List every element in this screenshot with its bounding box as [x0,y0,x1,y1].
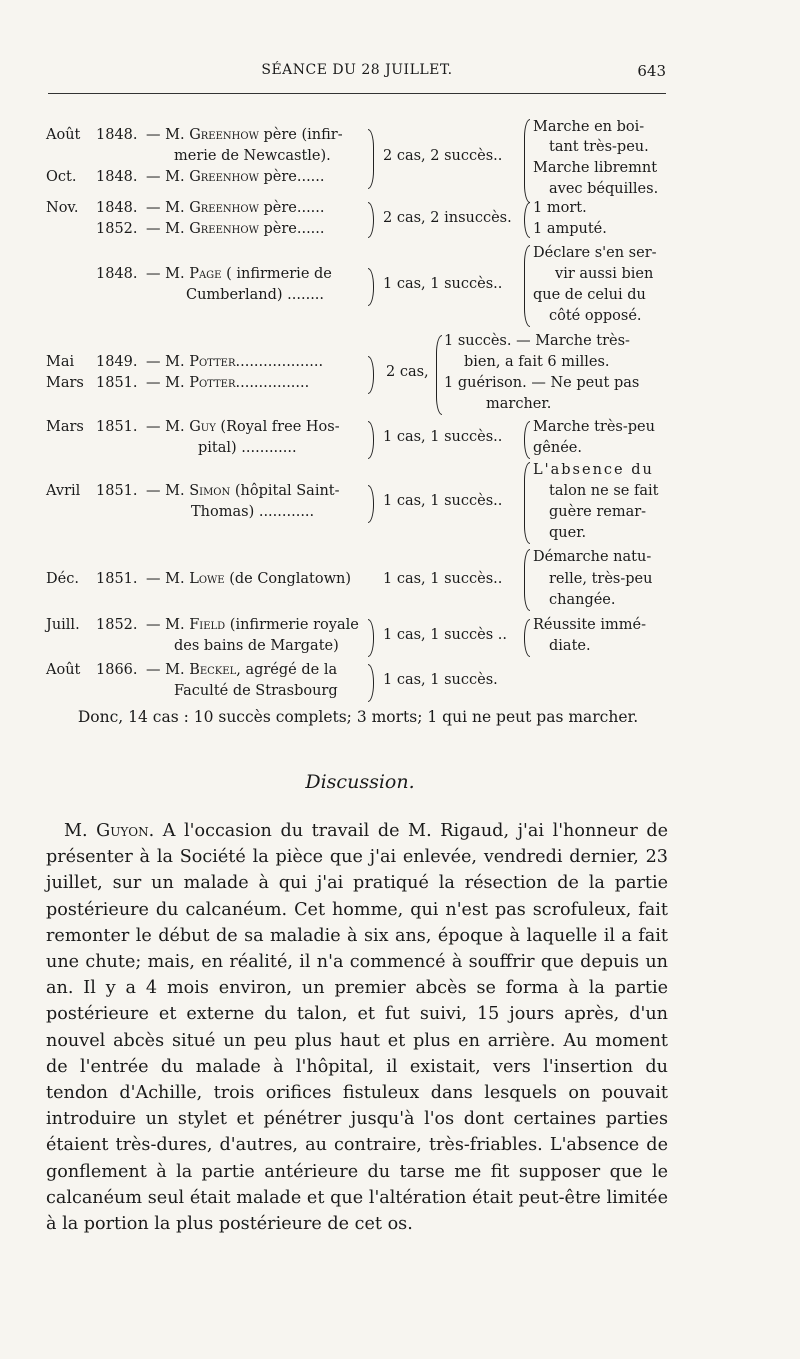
surgeon-cont: Cumberland) ........ [186,287,325,303]
brace [524,119,530,203]
case-count: 1 cas, 1 succès.. [383,493,503,509]
speaker: M. Guyon. [64,821,155,841]
brace [368,664,374,702]
paragraph [46,818,668,1237]
surgeon: — M. Greenhow père...... [146,169,325,185]
result: Marche très-peu [533,419,655,435]
brace [524,202,530,238]
case-count: 1 cas, 1 succès.. [383,276,503,292]
surgeon: — M. Potter................... [146,354,324,370]
brace [524,462,530,544]
date: Mars [46,375,84,391]
brace [368,202,374,238]
year: 1848. [96,127,138,143]
date: Nov. [46,200,79,216]
surgeon-cont: pital) ............ [198,440,297,456]
result: 1 amputé. [533,221,607,237]
result: côté opposé. [549,308,642,324]
date: Déc. [46,571,79,587]
result: L'absence du [533,462,654,478]
result: gênée. [533,440,582,456]
date: Juill. [46,617,80,633]
brace [436,335,442,415]
surgeon-cont: merie de Newcastle). [174,148,331,164]
surgeon: — M. Greenhow père...... [146,221,325,237]
brace [368,619,374,657]
result: 1 guérison. — Ne peut pas [444,375,640,391]
case-group-5 [46,417,670,461]
surgeon: — M. Potter................ [146,375,310,391]
date: Avril [46,483,81,499]
brace [524,421,530,459]
section-title: Discussion. [305,771,415,793]
result: quer. [549,525,587,541]
result: bien, a fait 6 milles. [464,354,610,370]
result: tant très-peu. [549,139,649,155]
case-count: 2 cas, [386,364,429,380]
date: Mai [46,354,75,370]
case-group-6 [46,460,670,546]
result: avec béquilles. [549,181,659,197]
surgeon: — M. Lowe (de Conglatown) [146,571,352,587]
result: vir aussi bien [555,266,654,282]
case-group-2 [46,198,670,242]
year: 1849. [96,354,138,370]
surgeon: — M. Simon (hôpital Saint- [146,483,340,499]
year: 1848. [96,200,138,216]
result: diate. [549,638,591,654]
year: 1848. [96,266,138,282]
surgeon: — M. Greenhow père...... [146,200,325,216]
surgeon-cont: Thomas) ............ [191,504,315,520]
result: relle, très-peu [549,571,653,587]
year: 1851. [96,571,138,587]
brace [368,421,374,459]
surgeon-cont: des bains de Margate) [174,638,339,654]
case-count: 1 cas, 1 succès.. [383,571,503,587]
result: Marche en boi- [533,119,645,135]
year: 1851. [96,419,138,435]
result: Déclare s'en ser- [533,245,657,261]
surgeon: — M. Greenhow père (infir- [146,127,343,143]
case-group-8 [46,615,670,659]
result: Marche libremnt [533,160,658,176]
result: que de celui du [533,287,646,303]
result: guère remar- [549,504,647,520]
year: 1852. [96,221,138,237]
result: 1 succès. — Marche très- [444,333,630,349]
case-count: 1 cas, 1 succès.. [383,429,503,445]
date: Mars [46,419,84,435]
result: Démarche natu- [533,549,652,565]
result: changée. [549,592,616,608]
date: Août [46,662,81,678]
case-count: 1 cas, 1 succès. [383,672,498,688]
year: 1852. [96,617,138,633]
brace [524,619,530,657]
date: Août [46,127,81,143]
surgeon: — M. Page ( infirmerie de [146,266,332,282]
case-count: 2 cas, 2 succès.. [383,148,503,164]
surgeon: — M. Field (infirmerie royale [146,617,359,633]
brace [368,129,374,189]
body-text [46,818,668,1237]
case-group-1 [46,117,670,207]
year: 1851. [96,375,138,391]
summary-line: Donc, 14 cas : 10 succès complets; 3 morts; 1 qui ne peut pas marcher. [77,708,639,726]
case-count: 2 cas, 2 insuccès. [383,210,512,226]
paragraph-text: A l'occasion du travail de M. Rigaud, j'ai l'honneur de présenter à la Société la pièce que j'ai enlevée, vendredi dernier, 23 juillet, sur un malade à qui j'ai pratiqué la résection de la partie postérieure du calcanéum. Cet homme, qui n'est pas scrofuleux, fait remonter le début de sa maladie à six ans, époque à laquelle il a fait une chute; mais, en réalité, il n'a commencé à souffrir que depuis un an. Il y a 4 mois environ, un premier abcès se forma à la partie postérieure et externe du talon, et fut suivi, 15 jours après, d'un nouvel abcès situé un peu plus haut et plus en arrière. Au moment de l'entrée du malade à l'hôpital, il existait, vers l'insertion du tendon d'Achille, trois orifices fistuleux dans lesquels on pouvait introduire un stylet et pénétrer jusqu'à l'os dont certaines parties étaient très-dures, d'autres, au contraire, très-friables. L'absence de gonflement à la partie antérieure du tarse me fit supposer que le calcanéum seul était malade et que l'altération était peut-être limitée à la portion la plus postérieure de cet os. [46,821,669,1235]
surgeon-cont: Faculté de Strasbourg [174,683,338,699]
case-group-4 [46,331,670,417]
result: marcher. [486,396,552,412]
surgeon: — M. Guy (Royal free Hos- [146,419,340,435]
brace [524,245,530,327]
year: 1866. [96,662,138,678]
result: Réussite immé- [533,617,646,633]
header-rule [48,93,666,94]
running-header [48,62,666,84]
case-group-7 [46,547,670,611]
case-group-3 [46,243,670,329]
brace [368,356,374,394]
surgeon: — M. Beckel, agrégé de la [146,662,338,678]
year: 1851. [96,483,138,499]
brace [368,485,374,523]
page-number: 643 [637,62,666,80]
year: 1848. [96,169,138,185]
date: Oct. [46,169,77,185]
brace [524,549,530,611]
result: talon ne se fait [549,483,659,499]
brace [368,268,374,306]
case-group-9 [46,660,670,704]
case-count: 1 cas, 1 succès .. [383,627,507,643]
result: 1 mort. [533,200,587,216]
header-title: SÉANCE DU 28 JUILLET. [261,62,453,78]
